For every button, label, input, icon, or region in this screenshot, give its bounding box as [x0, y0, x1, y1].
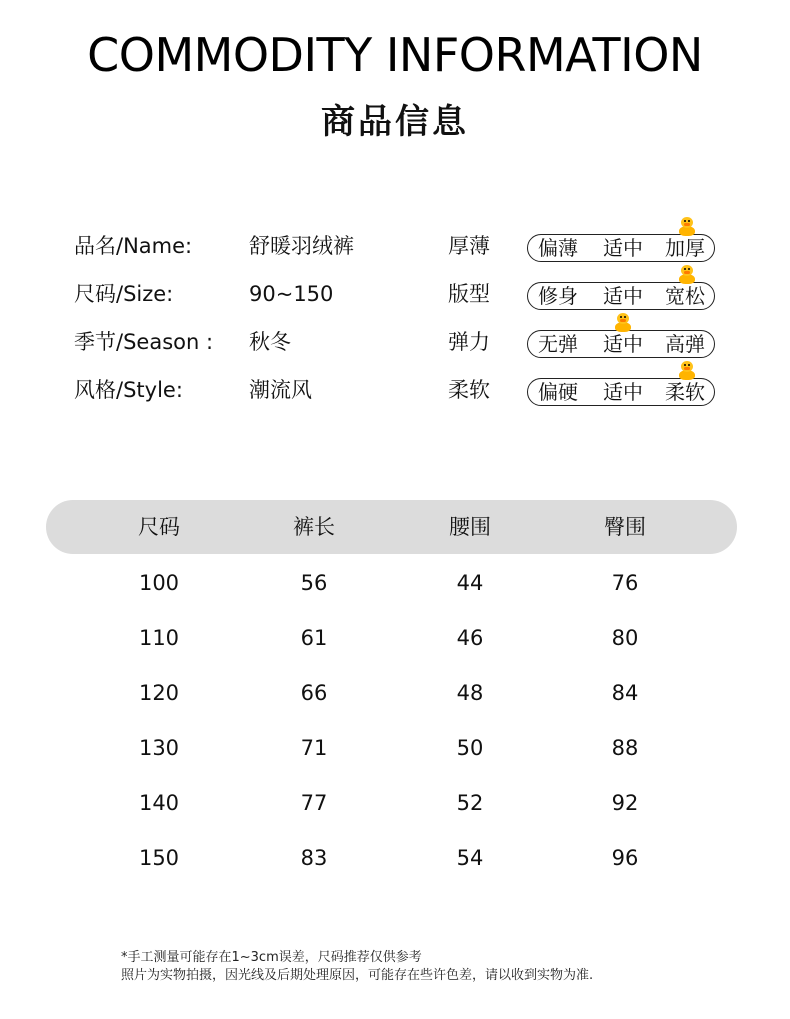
- table-cell: 46: [456, 626, 484, 650]
- disclaimer-line: *手工测量可能存在1~3cm误差，尺码推荐仅供参考: [121, 950, 422, 965]
- info-value: 舒暖羽绒裤: [249, 234, 354, 258]
- scale-option: 柔软: [665, 380, 705, 404]
- attribute-scale: [527, 282, 715, 310]
- scale-option: 偏硬: [538, 380, 578, 404]
- table-cell: 56: [300, 571, 328, 595]
- table-cell: 84: [611, 681, 639, 705]
- scale-option: 适中: [603, 380, 643, 404]
- attribute-scale: [527, 234, 715, 262]
- table-cell: 150: [138, 846, 180, 870]
- info-row-size: [0, 274, 790, 322]
- table-cell: 54: [456, 846, 484, 870]
- duck-icon: [678, 361, 696, 381]
- table-row: [0, 673, 790, 713]
- table-row: [0, 728, 790, 768]
- table-row: [0, 563, 790, 603]
- duck-icon: [614, 313, 632, 333]
- duck-icon: [678, 217, 696, 237]
- info-value: 潮流风: [249, 378, 312, 402]
- table-cell: 92: [611, 791, 639, 815]
- attribute-name: 弹力: [448, 330, 490, 354]
- table-cell: 100: [138, 571, 180, 595]
- table-cell: 83: [300, 846, 328, 870]
- table-cell: 61: [300, 626, 328, 650]
- scale-option: 加厚: [665, 236, 705, 260]
- attribute-scale: [527, 330, 715, 358]
- table-row: [0, 838, 790, 878]
- attribute-name: 柔软: [448, 378, 490, 402]
- table-cell: 110: [138, 626, 180, 650]
- table-cell: 52: [456, 791, 484, 815]
- info-row-name: [0, 226, 790, 274]
- table-cell: 76: [611, 571, 639, 595]
- scale-option: 适中: [603, 332, 643, 356]
- scale-option: 宽松: [665, 284, 705, 308]
- table-row: [0, 783, 790, 823]
- table-cell: 48: [456, 681, 484, 705]
- table-cell: 66: [300, 681, 328, 705]
- title-chinese: 商品信息: [321, 102, 469, 142]
- column-header: 腰围: [449, 515, 491, 539]
- info-label: 风格/Style:: [74, 378, 183, 402]
- table-cell: 71: [300, 736, 328, 760]
- column-header: 尺码: [138, 515, 180, 539]
- table-cell: 80: [611, 626, 639, 650]
- info-value: 90~150: [249, 282, 334, 306]
- info-row-style: [0, 370, 790, 418]
- column-header: 裤长: [293, 515, 335, 539]
- scale-option: 高弹: [665, 332, 705, 356]
- table-cell: 77: [300, 791, 328, 815]
- size-table-header: [46, 500, 737, 554]
- table-cell: 130: [138, 736, 180, 760]
- table-cell: 96: [611, 846, 639, 870]
- info-row-season: [0, 322, 790, 370]
- scale-option: 偏薄: [538, 236, 578, 260]
- scale-option: 修身: [538, 284, 578, 308]
- table-cell: 88: [611, 736, 639, 760]
- title-english: COMMODITY INFORMATION: [87, 28, 703, 82]
- attribute-name: 厚薄: [448, 234, 490, 258]
- duck-icon: [678, 265, 696, 285]
- info-label: 品名/Name:: [74, 234, 193, 258]
- table-cell: 140: [138, 791, 180, 815]
- table-cell: 120: [138, 681, 180, 705]
- info-label: 尺码/Size:: [74, 282, 174, 306]
- attribute-scale: [527, 378, 715, 406]
- table-cell: 44: [456, 571, 484, 595]
- table-cell: 50: [456, 736, 484, 760]
- column-header: 臀围: [604, 515, 646, 539]
- info-value: 秋冬: [249, 330, 291, 354]
- scale-option: 无弹: [538, 332, 578, 356]
- info-label: 季节/Season :: [74, 330, 214, 354]
- scale-option: 适中: [603, 284, 643, 308]
- attribute-name: 版型: [448, 282, 490, 306]
- disclaimer-note: [121, 949, 593, 985]
- disclaimer-line: 照片为实物拍摄，因光线及后期处理原因，可能存在些许色差，请以收到实物为准.: [121, 968, 594, 983]
- table-row: [0, 618, 790, 658]
- scale-option: 适中: [603, 236, 643, 260]
